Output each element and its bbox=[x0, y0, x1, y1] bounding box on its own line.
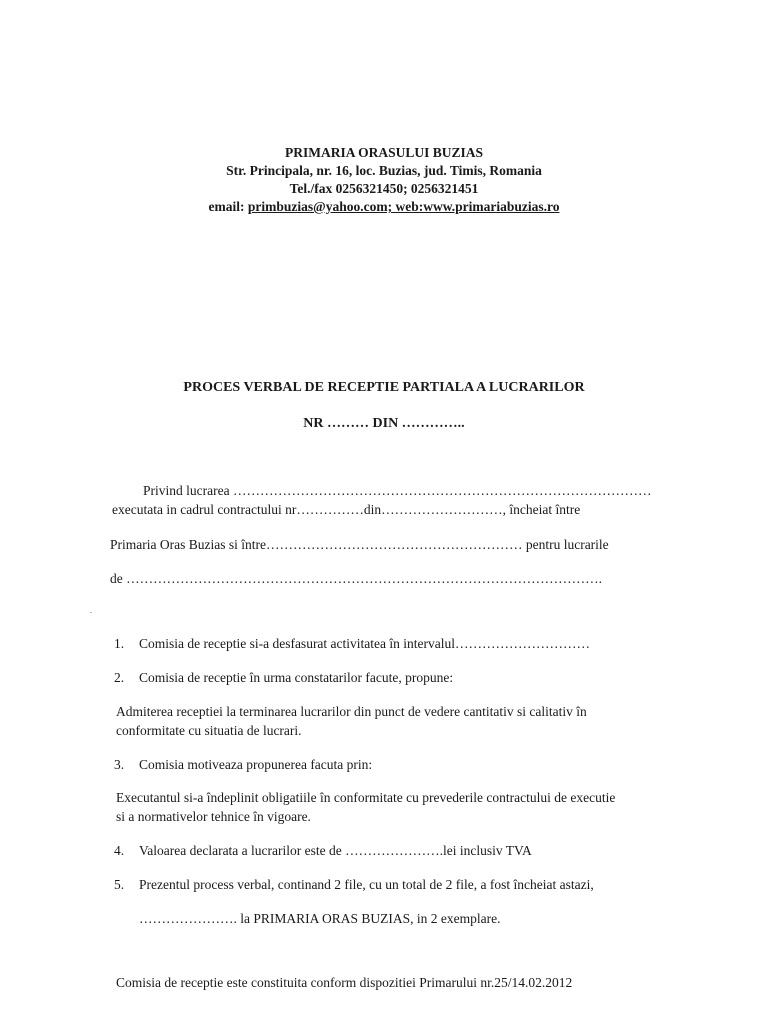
intro-line-3: Primaria Oras Buzias si între………………………………………………… pentru lucrarile bbox=[110, 537, 609, 552]
executant-line-1: Executantul si-a îndeplinit obligatiile în conformitate cu prevederile contractului de executie bbox=[116, 790, 616, 805]
list-item-text: Comisia de receptie si-a desfasurat activitatea în intervalul………………………… bbox=[139, 636, 590, 651]
list-item-text: Comisia de receptie în urma constatarilor facute, propune: bbox=[139, 670, 454, 685]
list-item-text: Valoarea declarata a lucrarilor este de ………………….lei inclusiv TVA bbox=[139, 843, 532, 858]
list-item-3 bbox=[114, 757, 372, 773]
list-item-4 bbox=[114, 843, 532, 859]
executant-line-2: si a normativelor tehnice în vigoare. bbox=[116, 809, 311, 824]
intro-line-4: de ……………………………………………………………………………………………. bbox=[110, 571, 602, 586]
intro-line-2: executata in cadrul contractului nr……………din………………………, încheiat între bbox=[112, 502, 581, 517]
email-web-link[interactable]: primbuzias@yahoo.com; web:www.primariabuzias.ro bbox=[247, 199, 560, 214]
institution-address: Str. Principala, nr. 16, loc. Buzias, jud. Timis, Romania bbox=[226, 163, 542, 178]
separator-dot: . bbox=[90, 606, 92, 615]
list-item-number: 3. bbox=[114, 757, 125, 772]
list-item-number: 5. bbox=[114, 877, 125, 892]
list-item-2 bbox=[114, 670, 453, 686]
document-header bbox=[0, 144, 768, 216]
institution-phone: Tel./fax 0256321450; 0256321451 bbox=[289, 181, 479, 196]
list-item-text: Comisia motiveaza propunerea facuta prin: bbox=[139, 757, 373, 772]
item5-continuation: …………………. la PRIMARIA ORAS BUZIAS, in 2 exemplare. bbox=[139, 911, 501, 926]
footer-note: Comisia de receptie este constituita conform dispozitiei Primarului nr.25/14.02.2012 bbox=[116, 975, 573, 990]
list-item-number: 2. bbox=[114, 670, 125, 685]
institution-contact bbox=[0, 198, 768, 216]
document-title: PROCES VERBAL DE RECEPTIE PARTIALA A LUCRARILOR bbox=[183, 380, 585, 395]
institution-name: PRIMARIA ORASULUI BUZIAS bbox=[284, 145, 484, 160]
admitere-line-1: Admiterea receptiei la terminarea lucrarilor din punct de vedere cantitativ si calitativ în bbox=[116, 704, 587, 719]
email-label: email: bbox=[208, 199, 248, 214]
list-item-1 bbox=[114, 636, 590, 652]
list-item-text: Prezentul process verbal, continand 2 file, cu un total de 2 file, a fost încheiat astazi, bbox=[139, 877, 594, 892]
list-item-number: 4. bbox=[114, 843, 125, 858]
admitere-line-2: conformitate cu situatia de lucrari. bbox=[116, 723, 302, 738]
document-number-line: NR ……… DIN ………….. bbox=[303, 416, 465, 431]
list-item-5 bbox=[114, 877, 594, 893]
list-item-number: 1. bbox=[114, 636, 125, 651]
intro-line-1: Privind lucrarea ………………………………………………………………………………… bbox=[143, 483, 652, 498]
